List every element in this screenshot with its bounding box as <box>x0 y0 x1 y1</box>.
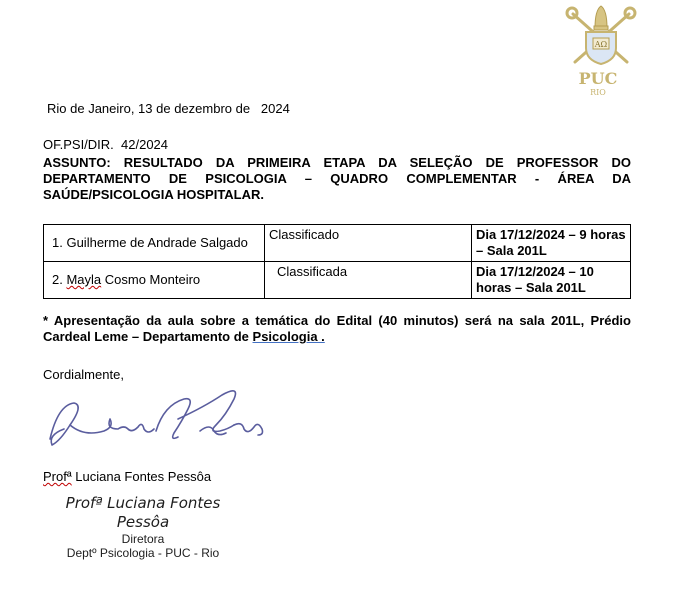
stamp-role: Diretora <box>121 532 165 546</box>
stamp-name: Profª Luciana Fontes Pessôa <box>65 494 221 531</box>
status-cell: Classificado <box>265 225 472 262</box>
signer-name <box>43 469 211 485</box>
schedule-cell: Dia 17/12/2024 – 10 horas – Sala 201L <box>472 262 631 299</box>
status-cell: Classificada <box>265 262 472 299</box>
candidate-first-name: Guilherme <box>66 235 127 250</box>
logo-name: PUC <box>578 69 618 88</box>
psicologia-link[interactable]: Psicologia . <box>252 329 325 344</box>
stamp-department: Deptº Psicologia - PUC - Rio <box>66 546 220 560</box>
subject-paragraph: ASSUNTO: RESULTADO DA PRIMEIRA ETAPA DA SELEÇÃO DE PROFESSOR DO DEPARTAMENTO DE PSICOLOGIA – QUADRO COMPLEMENTAR - ÁREA DA SAÚDE/PSICOLOGIA HOSPITALAR. <box>43 155 631 202</box>
schedule-cell: Dia 17/12/2024 – 9 horas – Sala 201L <box>472 225 631 262</box>
candidate-cell <box>44 225 265 262</box>
svg-text:AΩ: AΩ <box>594 40 608 49</box>
candidate-number: 2. <box>52 272 67 287</box>
note-paragraph <box>43 313 631 345</box>
candidate-surname: de Andrade Salgado <box>126 235 248 250</box>
date-line: Rio de Janeiro, 13 de dezembro de 2024 <box>47 101 290 116</box>
candidate-number: 1. <box>52 235 67 250</box>
signer-title: Profª <box>43 469 72 484</box>
candidate-cell <box>44 262 265 299</box>
candidate-first-name: Mayla <box>66 272 102 287</box>
candidate-surname: Cosmo Monteiro <box>101 272 201 287</box>
signer-fullname: Luciana Fontes Pessôa <box>71 469 212 484</box>
office-number: OF.PSI/DIR. 42/2024 <box>43 137 169 152</box>
logo-subtitle: RIO <box>590 88 606 97</box>
handwritten-signature <box>44 385 270 455</box>
table-row <box>44 225 631 262</box>
results-table <box>43 224 631 299</box>
closing: Cordialmente, <box>43 367 124 382</box>
note-text: * Apresentação da aula sobre a temática do Edital (40 minutos) será na sala 201L, Prédio Cardeal Leme – Departamento de <box>43 313 631 344</box>
director-stamp <box>48 494 238 561</box>
table-row <box>44 262 631 299</box>
